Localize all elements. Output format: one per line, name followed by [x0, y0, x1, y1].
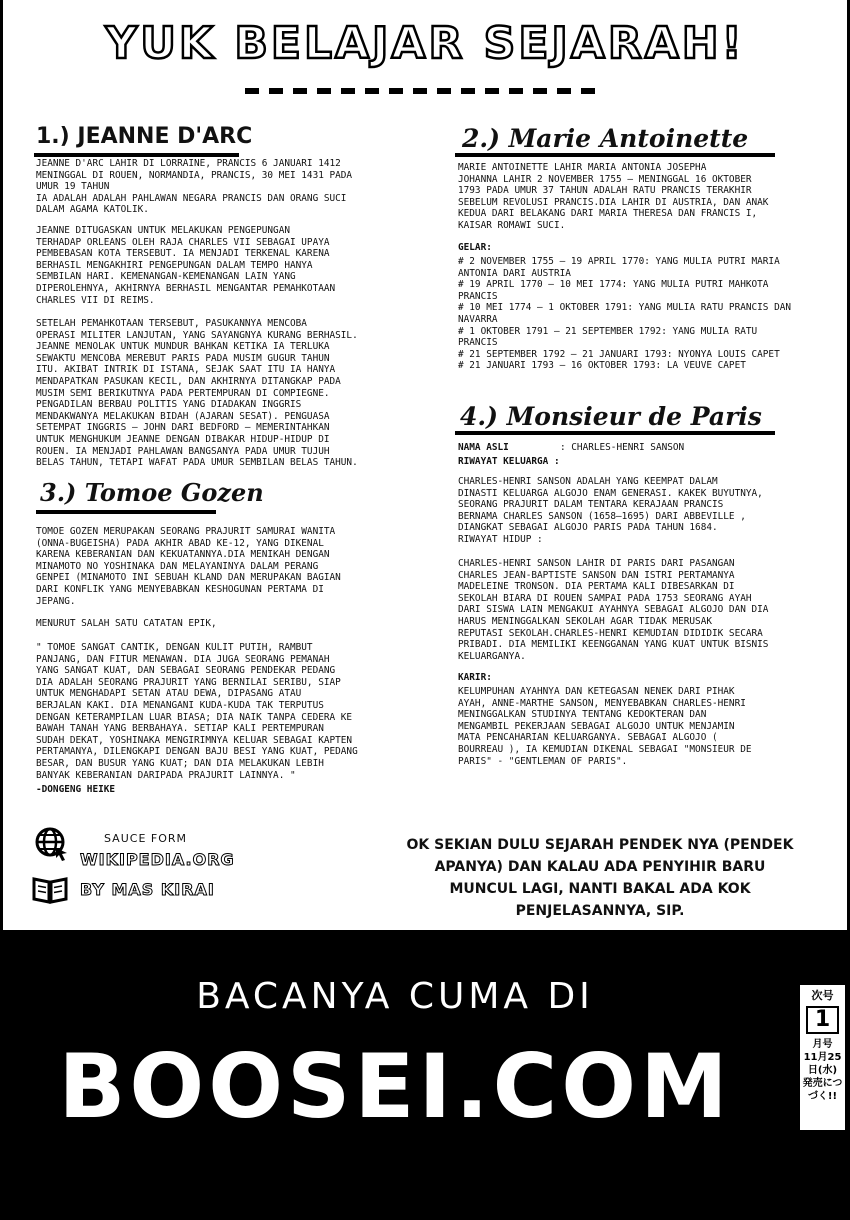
monsieur-nama-label: NAMA ASLI	[458, 442, 509, 453]
title-divider	[245, 88, 605, 94]
next-issue-note	[800, 985, 845, 1130]
next-issue-date: 月号 11月25日(水) 発売につづく!!	[802, 1039, 843, 1102]
tomoe-paragraph-1: TOMOE GOZEN MERUPAKAN SEORANG PRAJURIT SAMURAI WANITA (ONNA-BUGEISHA) PADA AKHIR ABAD KE-12, YANG DIKENAL KARENA KEBERANIAN DAN KEKUATANNYA.DIA MENIKAH DENGAN MINAMOTO NO YOSHINAKA DAN MELAYANINYA DALAM PERANG GENPEI (MINAMOTO INI SEBUAH KLAND DAN MERUPAKAN BAGIAN DARI KONFLIK YANG MENYEBABKAN KESHOGUNAN PERTAMA DI JEPANG.	[36, 526, 341, 607]
closing-note: OK SEKIAN DULU SEJARAH PENDEK NYA (PENDEK APANYA) DAN KALAU ADA PENYIHIR BARU MUNCUL LAGI, NANTI BAKAL ADA KOK PENJELASANNYA, SIP.	[406, 837, 794, 919]
marie-heading: 2.) Marie Antoinette	[462, 124, 749, 153]
page-border-left	[0, 0, 3, 930]
tomoe-heading: 3.) Tomoe Gozen	[40, 478, 264, 507]
monsieur-heading: 4.) Monsieur de Paris	[460, 402, 762, 431]
monsieur-underline	[455, 431, 775, 435]
author-credit: BY MAS KIRAI	[80, 880, 215, 899]
monsieur-paragraph-2: CHARLES-HENRI SANSON LAHIR DI PARIS DARI PASANGAN CHARLES JEAN-BAPTISTE SANSON DAN ISTRI PERTAMANYA MADELEINE TRONSON. DIA PERTAMA KALI DIBESARKAN DI SEKOLAH BIARA DI ROUEN SAMPAI PADA 1753 SEORANG AYAH DARI SISWA LAIN MENGAKUI AYAHNYA SEBAGAI ALGOJO DAN DIA HARUS MENINGGALKAN SEKOLAH AGAR TIDAK MERUSAK REPUTASI SEKOLAH.CHARLES-HENRI KEMUDIAN DIDIDIK SECARA PRIBADI. DIA MEMILIKI KEENGGANAN YANG KUAT UNTUK BISNIS KELUARGANYA.	[458, 558, 769, 662]
source-site: WIKIPEDIA.ORG	[80, 850, 235, 869]
marie-gelar-list: # 2 NOVEMBER 1755 – 19 APRIL 1770: YANG MULIA PUTRI MARIA ANTONIA DARI AUSTRIA # 19 APRIL 1770 – 10 MEI 1774: YANG MULIA PUTRI MAHKOTA PRANCIS # 10 MEI 1774 – 1 OKTOBER 1791: YANG MULIA RATU PRANCIS DAN NAVARRA # 1 OKTOBER 1791 – 21 SEPTEMBER 1792: YANG MULIA RATU PRANCIS # 21 SEPTEMBER 1792 – 21 JANUARI 1793: NYONYA LOUIS CAPET # 21 JANUARI 1793 – 16 OKTOBER 1793: LA VEUVE CAPET	[458, 256, 792, 372]
monsieur-nama-value: : CHARLES-HENRI SANSON	[560, 442, 685, 453]
monsieur-paragraph-1: CHARLES-HENRI SANSON ADALAH YANG KEEMPAT DALAM DINASTI KELUARGA ALGOJO ENAM GENERASI. KAKEK BUYUTNYA, SEORANG PRAJURIT DALAM TENTARA KERAJAAN PRANCIS BERNAMA CHARLES SANSON (1658–1695) DARI ABBEVILLE , DIANGKAT SEBAGAI ALGOJO PARIS PADA TAHUN 1684. RIWAYAT HIDUP :	[458, 476, 763, 545]
globe-icon	[34, 826, 70, 862]
next-issue-top: 次号	[811, 989, 834, 1002]
jeanne-heading: 1.) JEANNE D'ARC	[36, 124, 253, 149]
book-icon	[30, 874, 70, 906]
monsieur-karir-label: KARIR:	[458, 672, 492, 683]
banner-line-1: BACANYA CUMA DI	[196, 976, 594, 1017]
tomoe-underline	[36, 510, 216, 514]
jeanne-paragraph-1: JEANNE D'ARC LAHIR DI LORRAINE, PRANCIS 6 JANUARI 1412 MENINGGAL DI ROUEN, NORMANDIA, PRANCIS, 30 MEI 1431 PADA UMUR 19 TAHUN IA ADALAH ADALAH PAHLAWAN NEGARA PRANCIS DAN ORANG SUCI DALAM AGAMA KATOLIK.	[36, 158, 353, 216]
tomoe-source: -DONGENG HEIKE	[36, 784, 116, 795]
banner-site-name: BOOSEI.COM	[58, 1035, 732, 1138]
source-label: SAUCE FORM	[104, 832, 188, 845]
monsieur-riwayat-label: RIWAYAT KELUARGA :	[458, 456, 560, 467]
next-issue-number: 1	[806, 1006, 839, 1034]
marie-underline	[455, 153, 775, 157]
monsieur-karir: KELUMPUHAN AYAHNYA DAN KETEGASAN NENEK DARI PIHAK AYAH, ANNE-MARTHE SANSON, MENYEBABKAN CHARLES-HENRI MENINGGALKAN STUDINYA TENTANG KEDOKTERAN DAN MENGAMBIL PEKERJAAN SEBAGAI ALGOJO UNTUK MENJAMIN MATA PENCAHARIAN KELUARGANYA. SEBAGAI ALGOJO ( BOURREAU ), IA KEMUDIAN DIKENAL SEBAGAI "MONSIEUR DE PARIS" - "GENTLEMAN OF PARIS".	[458, 686, 752, 767]
tomoe-paragraph-2: MENURUT SALAH SATU CATATAN EPIK,	[36, 618, 217, 629]
marie-gelar-label: GELAR:	[458, 242, 492, 253]
jeanne-paragraph-2: JEANNE DITUGASKAN UNTUK MELAKUKAN PENGEPUNGAN TERHADAP ORLEANS OLEH RAJA CHARLES VII SEBAGAI UPAYA PEMBEBASAN KOTA TERSEBUT. IA MENJADI TERKENAL KARENA BERHASIL MENGAKHIRI PENGEPUNGAN DALAM TEMPO HANYA SEMBILAN HARI. KEMENANGAN-KEMENANGAN LAIN YANG DIPEROLEHNYA, AKHIRNYA BERHASIL MENGANTAR PEMAHKOTAAN CHARLES VII DI REIMS.	[36, 225, 336, 306]
marie-paragraph-1: MARIE ANTOINETTE LAHIR MARIA ANTONIA JOSEPHA JOHANNA LAHIR 2 NOVEMBER 1755 – MENINGGAL 16 OKTOBER 1793 PADA UMUR 37 TAHUN ADALAH RATU PRANCIS TERAKHIR SEBELUM REVOLUSI PRANCIS.DIA LAHIR DI AUSTRIA, DAN ANAK KEDUA DARI BELAKANG DARI MARIA THERESA DAN FRANCIS I, KAISAR ROMAWI SUCI.	[458, 162, 769, 231]
tomoe-quote: " TOMOE SANGAT CANTIK, DENGAN KULIT PUTIH, RAMBUT PANJANG, DAN FITUR MENAWAN. DIA JUGA SEORANG PEMANAH YANG SANGAT KUAT, DAN SEBAGAI SEORANG PENDEKAR PEDANG DIA ADALAH SEORANG PRAJURIT YANG BERNILAI SERIBU, SIAP UNTUK MENGHADAPI SETAN ATAU DEWA, DIPASANG ATAU BERJALAN KAKI. DIA MENANGANI KUDA-KUDA TAK TERPUTUS DENGAN KETERAMPILAN LUAR BIASA; DIA NAIK TANPA CEDERA KE BAWAH TANAH YANG BERBAHAYA. SETIAP KALI PERTEMPURAN SUDAH DEKAT, YOSHINAKA MENGIRIMNYA KELUAR SEBAGAI KAPTEN PERTAMANYA, DILENGKAPI DENGAN BAJU BESI YANG KUAT, PEDANG BESAR, DAN BUSUR YANG KUAT; DAN DIA MELAKUKAN LEBIH BANYAK KEBERANIAN DARIPADA PRAJURIT LAINNYA. "	[36, 642, 358, 781]
jeanne-underline	[34, 153, 239, 157]
jeanne-paragraph-3: SETELAH PEMAHKOTAAN TERSEBUT, PASUKANNYA MENCOBA OPERASI MILITER LANJUTAN, YANG SAYANGNYA KURANG BERHASIL. JEANNE MENOLAK UNTUK MUNDUR BAHKAN KETIKA IA TERLUKA SEWAKTU MENCOBA MEREBUT PARIS PADA MUSIM GUGUR TAHUN ITU. AKIBAT INTRIK DI ISTANA, SEJAK SAAT ITU IA HANYA MENDAPATKAN PASUKAN KECIL, DAN AKHIRNYA DITANGKAP PADA MUSIM SEMI BERIKUTNYA PADA PERTEMPURAN DI COMPIEGNE. PENGADILAN BERBAU POLITIS YANG DIADAKAN INGGRIS MENDAKWANYA MELAKUKAN BIDAH (AJARAN SESAT). PENGUASA SETEMPAT INGGRIS – JOHN DARI BEDFORD – MEMERINTAHKAN UNTUK MENGHUKUM JEANNE DENGAN DIBAKAR HIDUP-HIDUP DI ROUEN. IA MENJADI PAHLAWAN BANGSANYA PADA UMUR TUJUH BELAS TAHUN, TETAPI WAFAT PADA UMUR SEMBILAN BELAS TAHUN.	[36, 318, 358, 469]
page-title: YUK BELAJAR SEJARAH!	[105, 18, 745, 69]
